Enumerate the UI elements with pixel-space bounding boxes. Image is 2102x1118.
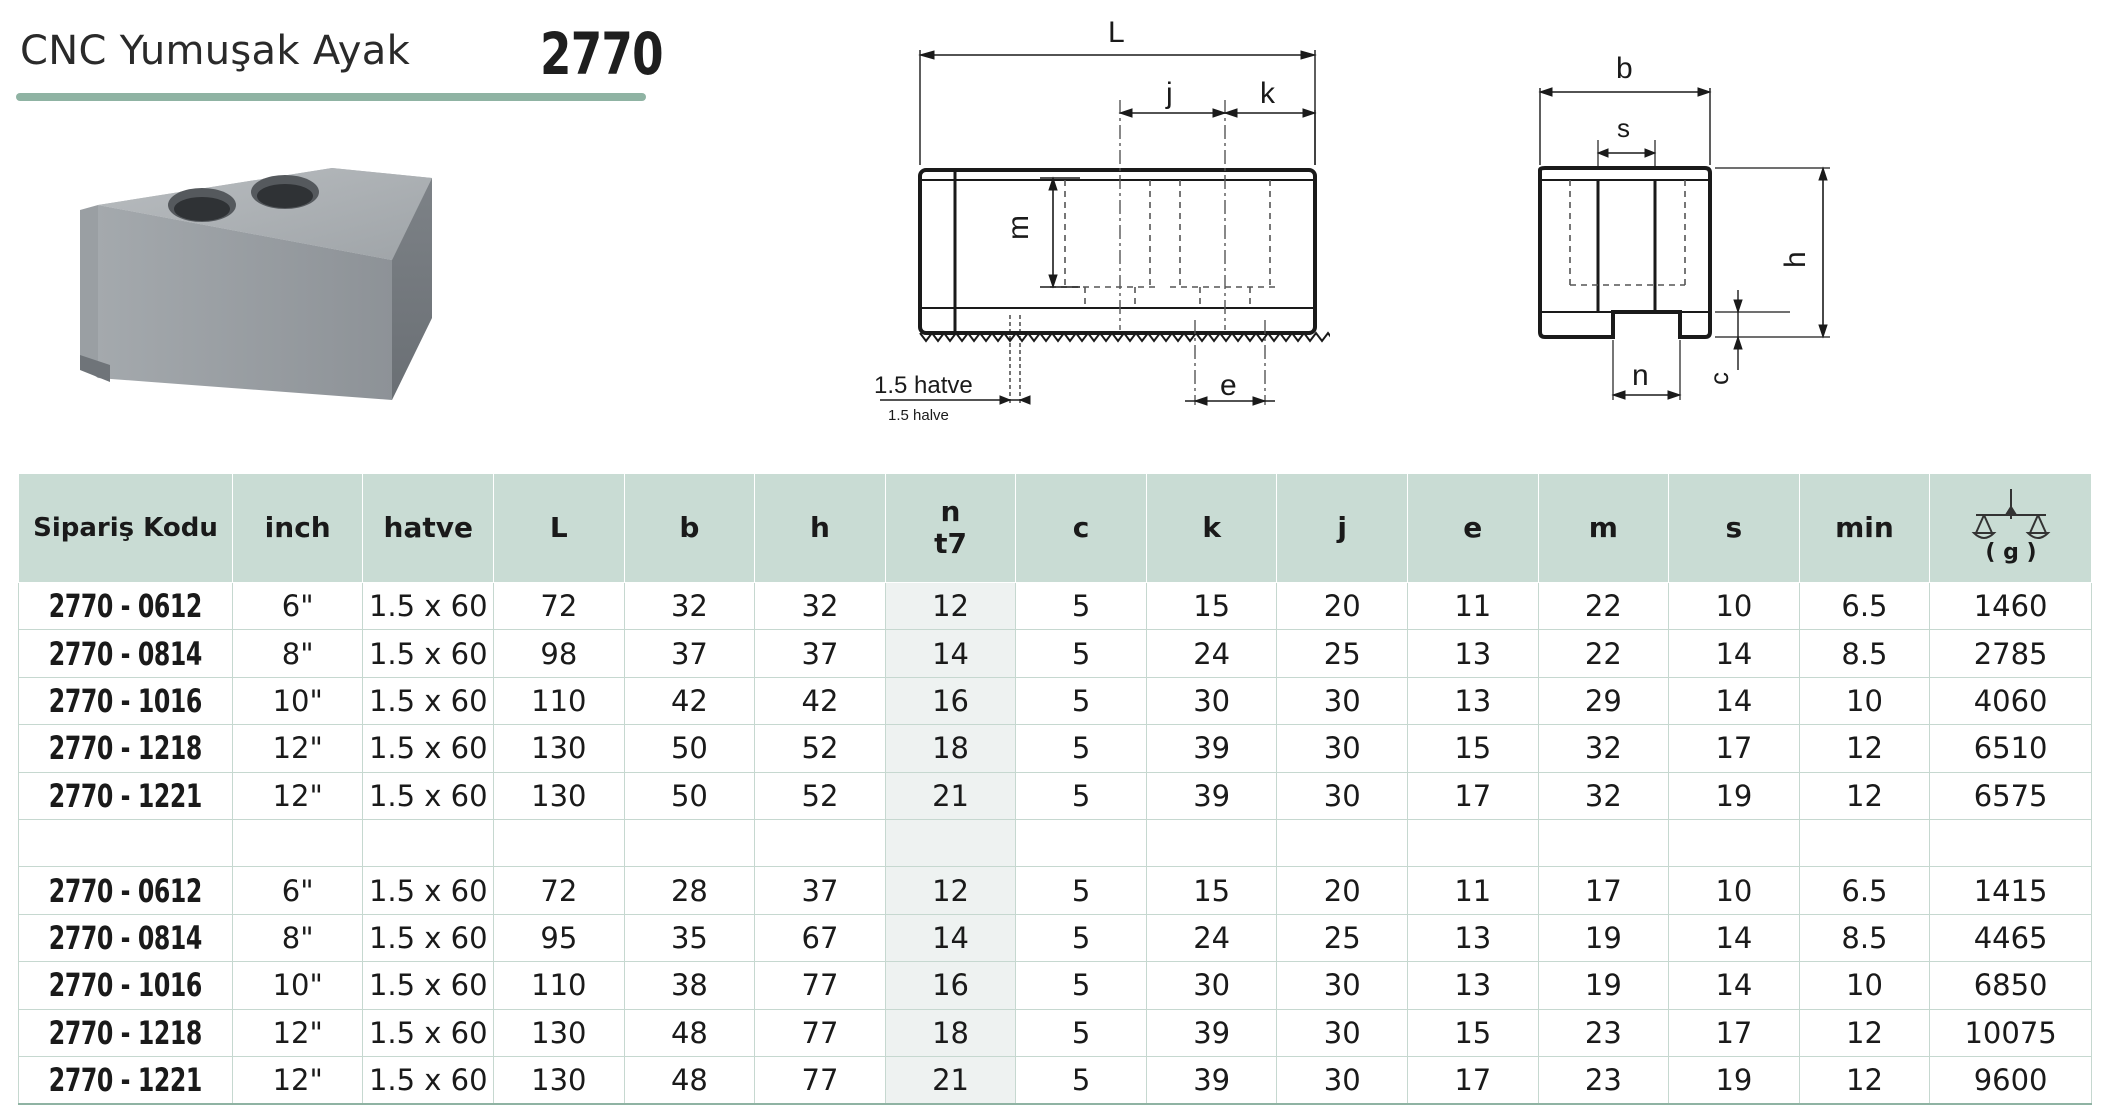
cell-inch: 6" bbox=[232, 583, 363, 630]
table-row bbox=[19, 725, 2092, 772]
cell-weight: 6510 bbox=[1930, 725, 2092, 772]
cell-k: 15 bbox=[1146, 867, 1277, 914]
col-header-m: m bbox=[1538, 474, 1669, 583]
cell-order-code bbox=[19, 962, 233, 1009]
cell-inch: 12" bbox=[232, 772, 363, 819]
pitch-label: 1.5 hatve bbox=[874, 372, 973, 399]
cell-min: 8.5 bbox=[1799, 914, 1930, 961]
cell-k: 39 bbox=[1146, 1056, 1277, 1103]
cell-j: 30 bbox=[1277, 1009, 1408, 1056]
cell-pitch: 1.5 x 60 bbox=[363, 867, 494, 914]
empty-cell bbox=[1538, 819, 1669, 866]
cell-b: 38 bbox=[624, 962, 755, 1009]
cell-c: 5 bbox=[1016, 1056, 1147, 1103]
dim-label-n: n bbox=[1632, 359, 1649, 392]
empty-cell bbox=[363, 819, 494, 866]
cell-weight: 9600 bbox=[1930, 1056, 2092, 1103]
dim-label-c: c bbox=[1704, 372, 1734, 385]
cell-min: 10 bbox=[1799, 677, 1930, 724]
cell-min: 10 bbox=[1799, 962, 1930, 1009]
table-spacer-row bbox=[19, 819, 2092, 866]
cell-weight: 1460 bbox=[1930, 583, 2092, 630]
cell-e: 13 bbox=[1407, 677, 1538, 724]
cell-L: 130 bbox=[494, 1009, 625, 1056]
specification-table bbox=[18, 473, 2092, 1105]
cell-n: 16 bbox=[885, 677, 1016, 724]
cell-order-code bbox=[19, 772, 233, 819]
col-header-h: h bbox=[755, 474, 886, 583]
cell-inch: 12" bbox=[232, 1056, 363, 1103]
cell-c: 5 bbox=[1016, 962, 1147, 1009]
empty-cell bbox=[1016, 819, 1147, 866]
cell-h: 42 bbox=[755, 677, 886, 724]
cell-b: 48 bbox=[624, 1009, 755, 1056]
cell-m: 22 bbox=[1538, 583, 1669, 630]
cell-s: 10 bbox=[1669, 583, 1800, 630]
dim-label-j: j bbox=[1166, 77, 1173, 110]
cell-inch: 6" bbox=[232, 867, 363, 914]
empty-cell bbox=[494, 819, 625, 866]
col-header-inch: inch bbox=[232, 474, 363, 583]
cell-inch: 10" bbox=[232, 677, 363, 724]
cell-n: 21 bbox=[885, 1056, 1016, 1103]
order-code-text: 2770 - 1221 bbox=[48, 776, 203, 815]
pitch-sublabel: 1.5 halve bbox=[888, 407, 949, 424]
cell-n: 16 bbox=[885, 962, 1016, 1009]
cell-h: 77 bbox=[755, 1056, 886, 1103]
cell-s: 14 bbox=[1669, 914, 1800, 961]
cell-weight: 4060 bbox=[1930, 677, 2092, 724]
col-header-s: s bbox=[1669, 474, 1800, 583]
side-view-drawing bbox=[860, 0, 1330, 430]
cell-m: 19 bbox=[1538, 962, 1669, 1009]
cell-m: 32 bbox=[1538, 772, 1669, 819]
cell-min: 8.5 bbox=[1799, 630, 1930, 677]
cell-order-code bbox=[19, 583, 233, 630]
cell-j: 25 bbox=[1277, 630, 1408, 677]
order-code-text: 2770 - 0814 bbox=[48, 634, 203, 673]
cell-c: 5 bbox=[1016, 725, 1147, 772]
cell-n: 14 bbox=[885, 914, 1016, 961]
cell-L: 110 bbox=[494, 677, 625, 724]
cell-pitch: 1.5 x 60 bbox=[363, 1009, 494, 1056]
cell-b: 50 bbox=[624, 725, 755, 772]
empty-cell bbox=[885, 819, 1016, 866]
col-header-e: e bbox=[1407, 474, 1538, 583]
empty-cell bbox=[1146, 819, 1277, 866]
empty-cell bbox=[232, 819, 363, 866]
cell-s: 19 bbox=[1669, 1056, 1800, 1103]
cell-b: 50 bbox=[624, 772, 755, 819]
table-row bbox=[19, 962, 2092, 1009]
cell-k: 15 bbox=[1146, 583, 1277, 630]
cell-n: 18 bbox=[885, 725, 1016, 772]
cell-e: 11 bbox=[1407, 867, 1538, 914]
cell-j: 30 bbox=[1277, 962, 1408, 1009]
title-underline bbox=[16, 93, 646, 101]
cell-e: 11 bbox=[1407, 583, 1538, 630]
cell-b: 32 bbox=[624, 583, 755, 630]
empty-cell bbox=[19, 819, 233, 866]
cell-weight: 1415 bbox=[1930, 867, 2092, 914]
cell-min: 12 bbox=[1799, 1056, 1930, 1103]
cell-j: 30 bbox=[1277, 1056, 1408, 1103]
cell-L: 72 bbox=[494, 867, 625, 914]
col-header-c: c bbox=[1016, 474, 1147, 583]
cell-s: 19 bbox=[1669, 772, 1800, 819]
table-header-row bbox=[19, 474, 2092, 583]
cell-inch: 8" bbox=[232, 630, 363, 677]
cell-pitch: 1.5 x 60 bbox=[363, 1056, 494, 1103]
cell-pitch: 1.5 x 60 bbox=[363, 677, 494, 724]
cell-n: 21 bbox=[885, 772, 1016, 819]
table-row bbox=[19, 772, 2092, 819]
cell-pitch: 1.5 x 60 bbox=[363, 772, 494, 819]
cell-k: 39 bbox=[1146, 725, 1277, 772]
cell-s: 14 bbox=[1669, 630, 1800, 677]
empty-cell bbox=[1669, 819, 1800, 866]
cell-m: 29 bbox=[1538, 677, 1669, 724]
empty-cell bbox=[1930, 819, 2092, 866]
table-row bbox=[19, 1009, 2092, 1056]
order-code-text: 2770 - 0612 bbox=[48, 871, 203, 910]
dim-label-e: e bbox=[1220, 369, 1237, 402]
cell-order-code bbox=[19, 1009, 233, 1056]
empty-cell bbox=[1799, 819, 1930, 866]
cell-min: 6.5 bbox=[1799, 583, 1930, 630]
col-header-L: L bbox=[494, 474, 625, 583]
cell-L: 130 bbox=[494, 1056, 625, 1103]
cell-k: 39 bbox=[1146, 772, 1277, 819]
cell-weight: 6850 bbox=[1930, 962, 2092, 1009]
cell-k: 39 bbox=[1146, 1009, 1277, 1056]
empty-cell bbox=[1277, 819, 1408, 866]
cell-b: 48 bbox=[624, 1056, 755, 1103]
cell-h: 77 bbox=[755, 962, 886, 1009]
cell-order-code bbox=[19, 725, 233, 772]
cell-e: 15 bbox=[1407, 1009, 1538, 1056]
cell-c: 5 bbox=[1016, 914, 1147, 961]
order-code-text: 2770 - 1016 bbox=[48, 681, 203, 720]
front-view-drawing bbox=[1510, 40, 1870, 400]
cell-min: 12 bbox=[1799, 725, 1930, 772]
cell-j: 30 bbox=[1277, 772, 1408, 819]
cell-b: 42 bbox=[624, 677, 755, 724]
cell-weight: 10075 bbox=[1930, 1009, 2092, 1056]
cell-order-code bbox=[19, 867, 233, 914]
cell-e: 15 bbox=[1407, 725, 1538, 772]
cell-e: 13 bbox=[1407, 914, 1538, 961]
order-code-text: 2770 - 1016 bbox=[48, 966, 203, 1005]
dim-label-m: m bbox=[1002, 215, 1035, 240]
empty-cell bbox=[755, 819, 886, 866]
cell-L: 72 bbox=[494, 583, 625, 630]
order-code-text: 2770 - 1218 bbox=[48, 1013, 203, 1052]
cell-c: 5 bbox=[1016, 583, 1147, 630]
cell-min: 12 bbox=[1799, 1009, 1930, 1056]
cell-h: 52 bbox=[755, 725, 886, 772]
col-header-n bbox=[885, 474, 1016, 583]
empty-cell bbox=[1407, 819, 1538, 866]
cell-order-code bbox=[19, 1056, 233, 1103]
order-code-text: 2770 - 0814 bbox=[48, 918, 203, 957]
cell-c: 5 bbox=[1016, 772, 1147, 819]
cell-n: 14 bbox=[885, 630, 1016, 677]
cell-e: 13 bbox=[1407, 630, 1538, 677]
cell-c: 5 bbox=[1016, 1009, 1147, 1056]
cell-min: 6.5 bbox=[1799, 867, 1930, 914]
cell-j: 20 bbox=[1277, 867, 1408, 914]
cell-weight: 6575 bbox=[1930, 772, 2092, 819]
cell-h: 37 bbox=[755, 867, 886, 914]
col-header-weight bbox=[1930, 474, 2092, 583]
cell-k: 30 bbox=[1146, 677, 1277, 724]
cell-h: 37 bbox=[755, 630, 886, 677]
cell-n: 18 bbox=[885, 1009, 1016, 1056]
page-title: CNC Yumuşak Ayak bbox=[20, 28, 411, 74]
dim-label-h: h bbox=[1779, 251, 1812, 268]
cell-j: 30 bbox=[1277, 677, 1408, 724]
cell-c: 5 bbox=[1016, 867, 1147, 914]
cell-m: 17 bbox=[1538, 867, 1669, 914]
table-row bbox=[19, 677, 2092, 724]
empty-cell bbox=[624, 819, 755, 866]
cell-k: 24 bbox=[1146, 914, 1277, 961]
cell-weight: 2785 bbox=[1930, 630, 2092, 677]
cell-j: 20 bbox=[1277, 583, 1408, 630]
col-header-order-code: Sipariş Kodu bbox=[19, 474, 233, 583]
cell-n: 12 bbox=[885, 583, 1016, 630]
col-header-b: b bbox=[624, 474, 755, 583]
cell-inch: 8" bbox=[232, 914, 363, 961]
cell-pitch: 1.5 x 60 bbox=[363, 725, 494, 772]
cell-s: 17 bbox=[1669, 725, 1800, 772]
cell-pitch: 1.5 x 60 bbox=[363, 962, 494, 1009]
cell-h: 52 bbox=[755, 772, 886, 819]
cell-c: 5 bbox=[1016, 630, 1147, 677]
product-code: 2770 bbox=[540, 20, 663, 88]
cell-k: 30 bbox=[1146, 962, 1277, 1009]
cell-s: 17 bbox=[1669, 1009, 1800, 1056]
cell-inch: 12" bbox=[232, 1009, 363, 1056]
cell-min: 12 bbox=[1799, 772, 1930, 819]
cell-n: 12 bbox=[885, 867, 1016, 914]
cell-L: 130 bbox=[494, 772, 625, 819]
cell-order-code bbox=[19, 914, 233, 961]
dim-label-k: k bbox=[1260, 77, 1275, 110]
col-header-j: j bbox=[1277, 474, 1408, 583]
cell-e: 17 bbox=[1407, 1056, 1538, 1103]
cell-e: 13 bbox=[1407, 962, 1538, 1009]
col-header-n-label: n bbox=[940, 495, 961, 528]
cell-pitch: 1.5 x 60 bbox=[363, 583, 494, 630]
order-code-text: 2770 - 1218 bbox=[48, 729, 203, 768]
table-row bbox=[19, 630, 2092, 677]
order-code-text: 2770 - 1221 bbox=[48, 1060, 203, 1099]
cell-b: 28 bbox=[624, 867, 755, 914]
col-header-pitch: hatve bbox=[363, 474, 494, 583]
cell-j: 30 bbox=[1277, 725, 1408, 772]
cell-h: 32 bbox=[755, 583, 886, 630]
table-row bbox=[19, 583, 2092, 630]
cell-s: 14 bbox=[1669, 677, 1800, 724]
table-row bbox=[19, 1056, 2092, 1103]
cell-m: 22 bbox=[1538, 630, 1669, 677]
cell-L: 98 bbox=[494, 630, 625, 677]
soft-jaw-photo bbox=[70, 150, 500, 410]
dim-label-s: s bbox=[1617, 113, 1630, 143]
cell-L: 130 bbox=[494, 725, 625, 772]
scale-icon bbox=[1966, 485, 2056, 565]
cell-m: 32 bbox=[1538, 725, 1669, 772]
cell-inch: 10" bbox=[232, 962, 363, 1009]
cell-weight: 4465 bbox=[1930, 914, 2092, 961]
order-code-text: 2770 - 0612 bbox=[48, 587, 203, 626]
col-header-min: min bbox=[1799, 474, 1930, 583]
cell-k: 24 bbox=[1146, 630, 1277, 677]
cell-order-code bbox=[19, 677, 233, 724]
weight-unit-label: ( g ) bbox=[1985, 539, 2037, 565]
cell-s: 14 bbox=[1669, 962, 1800, 1009]
cell-s: 10 bbox=[1669, 867, 1800, 914]
cell-m: 23 bbox=[1538, 1056, 1669, 1103]
dim-label-b: b bbox=[1616, 52, 1633, 85]
cell-j: 25 bbox=[1277, 914, 1408, 961]
cell-c: 5 bbox=[1016, 677, 1147, 724]
cell-m: 23 bbox=[1538, 1009, 1669, 1056]
dim-label-L: L bbox=[1108, 16, 1125, 49]
cell-pitch: 1.5 x 60 bbox=[363, 914, 494, 961]
table-row bbox=[19, 867, 2092, 914]
cell-h: 77 bbox=[755, 1009, 886, 1056]
cell-e: 17 bbox=[1407, 772, 1538, 819]
cell-inch: 12" bbox=[232, 725, 363, 772]
table-row bbox=[19, 914, 2092, 961]
cell-h: 67 bbox=[755, 914, 886, 961]
cell-order-code bbox=[19, 630, 233, 677]
cell-m: 19 bbox=[1538, 914, 1669, 961]
cell-pitch: 1.5 x 60 bbox=[363, 630, 494, 677]
cell-b: 35 bbox=[624, 914, 755, 961]
cell-L: 95 bbox=[494, 914, 625, 961]
cell-L: 110 bbox=[494, 962, 625, 1009]
col-header-k: k bbox=[1146, 474, 1277, 583]
col-header-n-tolerance: t7 bbox=[934, 527, 967, 560]
cell-b: 37 bbox=[624, 630, 755, 677]
